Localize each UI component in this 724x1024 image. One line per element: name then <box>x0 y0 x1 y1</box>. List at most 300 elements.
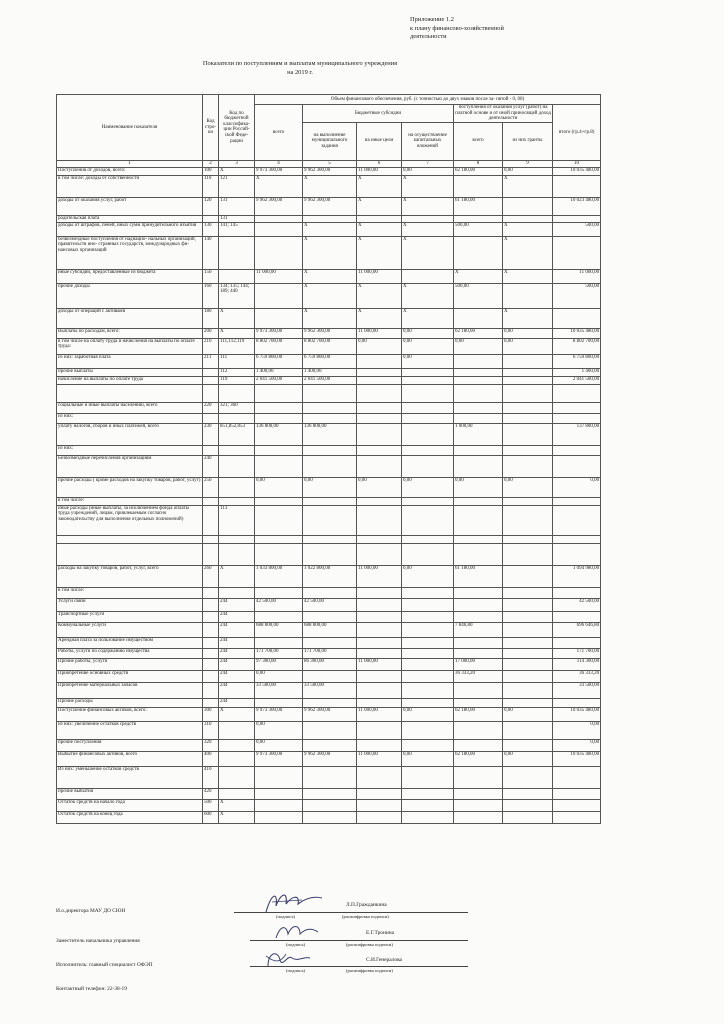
row-grants <box>503 423 553 445</box>
row-grants: 0,00 <box>503 167 553 175</box>
row-code <box>203 648 219 658</box>
director-role: И.о.директора МАУ ДО СЮН <box>56 908 126 914</box>
header-itogo: итого (гр.4+гр.8) <box>553 105 601 161</box>
table-row <box>57 368 601 376</box>
row-capital <box>402 413 454 423</box>
row-total: 171 700,00 <box>255 648 303 658</box>
row-total <box>255 308 303 328</box>
financial-table <box>56 94 601 824</box>
row-classification: 244 <box>219 682 255 698</box>
row-total: 9 962 300,00 <box>255 197 303 215</box>
row-municipal: 86 300,00 <box>303 658 357 670</box>
table-row <box>57 622 601 637</box>
row-paid: 1 000,00 <box>454 423 503 445</box>
table-body <box>57 167 601 823</box>
row-paid <box>454 799 503 811</box>
row-name: в том числе на оплату труда и начисления на выплаты по оплате труда: <box>57 338 203 354</box>
row-other <box>357 384 402 402</box>
row-total: 0,00 <box>255 739 303 751</box>
row-municipal: X <box>303 175 357 197</box>
row-municipal: X <box>303 236 357 269</box>
row-paid: 62 180,00 <box>454 707 503 721</box>
deputy-sign-caption: (подпись) <box>286 942 306 947</box>
row-other <box>357 413 402 423</box>
table-row <box>57 328 601 338</box>
row-code <box>203 368 219 376</box>
row-classification <box>219 413 255 423</box>
column-number: 7 <box>402 160 454 167</box>
row-name: прочие расходы ( кроме расходов на закупку товаров, работ, услуг) <box>57 477 203 497</box>
row-municipal: 1 022 800,00 <box>303 565 357 587</box>
row-municipal <box>303 215 357 222</box>
row-total <box>255 637 303 648</box>
row-grants <box>503 799 553 811</box>
row-classification: X <box>219 308 255 328</box>
row-other <box>357 598 402 611</box>
table-row <box>57 197 601 215</box>
row-other <box>357 445 402 455</box>
row-capital <box>402 648 454 658</box>
row-grants <box>503 283 553 308</box>
row-name: уплату налогов, сборов и иных платежей, всего <box>57 423 203 445</box>
row-grants: 0,00 <box>503 338 553 354</box>
row-itogo: 114 300,00 <box>553 658 601 670</box>
row-other: X <box>357 175 402 197</box>
row-grants: 0,00 <box>503 751 553 766</box>
appendix-line-2: к плану финансово-хозяйственной <box>410 24 504 32</box>
row-grants <box>503 637 553 648</box>
table-header <box>57 95 601 168</box>
row-capital: X <box>402 197 454 215</box>
row-total <box>255 799 303 811</box>
row-total: 0,00 <box>255 477 303 497</box>
row-grants <box>503 384 553 402</box>
table-row <box>57 445 601 455</box>
row-itogo <box>553 637 601 648</box>
row-capital: 0,00 <box>402 565 454 587</box>
row-itogo: 10 035 480,00 <box>553 167 601 175</box>
row-paid: 0,00 <box>454 338 503 354</box>
row-name: Безвозмездные перечисления организациям <box>57 455 203 477</box>
table-row <box>57 215 601 222</box>
title-line-1: Показатели по поступлениям и выплатам муниципального учреждения <box>202 60 398 67</box>
row-other <box>357 788 402 799</box>
column-numbers-row <box>57 160 601 167</box>
row-code: 250 <box>203 477 219 497</box>
row-total: 2 041 500,00 <box>255 376 303 384</box>
row-classification: 244 <box>219 598 255 611</box>
row-grants <box>503 648 553 658</box>
row-other <box>357 670 402 682</box>
table-row <box>57 707 601 721</box>
row-classification <box>219 543 255 565</box>
row-total <box>255 413 303 423</box>
executor-decode-caption: (расшифровка подписи) <box>346 968 393 973</box>
director-decode-caption: (расшифровка подписи) <box>342 914 389 919</box>
row-classification: 141; 145 <box>219 222 255 236</box>
row-paid <box>454 413 503 423</box>
director-name: Л.П.Гражданкина <box>346 902 387 908</box>
row-grants: X <box>503 175 553 197</box>
row-other: X <box>357 222 402 236</box>
row-code: 200 <box>203 328 219 338</box>
row-paid <box>454 215 503 222</box>
row-code: 180 <box>203 308 219 328</box>
table-row <box>57 283 601 308</box>
row-other <box>357 682 402 698</box>
row-grants: X <box>503 236 553 269</box>
row-municipal: 9 962 300,00 <box>303 167 357 175</box>
row-paid: 7 846,80 <box>454 622 503 637</box>
row-paid <box>454 402 503 413</box>
row-grants <box>503 739 553 751</box>
row-capital: X <box>402 222 454 236</box>
row-paid <box>454 455 503 477</box>
row-classification <box>219 721 255 739</box>
table-row <box>57 376 601 384</box>
row-other <box>357 799 402 811</box>
deputy-name: Е.Г.Тронина <box>366 930 395 936</box>
row-code <box>203 215 219 222</box>
appendix-line-1: Приложение 1.2 <box>410 16 454 23</box>
appendix-note <box>410 16 504 42</box>
row-paid <box>454 637 503 648</box>
row-itogo <box>553 505 601 535</box>
title-line-2: на 2019 г. <box>287 68 313 76</box>
row-paid <box>454 175 503 197</box>
row-name: в том числе: <box>57 587 203 598</box>
row-code: 260 <box>203 565 219 587</box>
row-capital <box>402 670 454 682</box>
row-itogo <box>553 215 601 222</box>
row-itogo: 1 400,00 <box>553 368 601 376</box>
row-capital <box>402 497 454 505</box>
row-grants <box>503 535 553 543</box>
row-itogo: 10 035 480,00 <box>553 751 601 766</box>
row-municipal <box>303 455 357 477</box>
row-capital <box>402 788 454 799</box>
row-name: из них: увеличение остатков средств <box>57 721 203 739</box>
row-capital <box>402 598 454 611</box>
table-row <box>57 751 601 766</box>
row-code: 230 <box>203 423 219 445</box>
row-name: Выбытие финансовых активов, всего <box>57 751 203 766</box>
row-municipal <box>303 587 357 598</box>
row-code <box>203 376 219 384</box>
table-row <box>57 167 601 175</box>
row-municipal: 136 800,00 <box>303 423 357 445</box>
row-capital: 0,00 <box>402 354 454 368</box>
row-name: Работы, услуги по содержанию имущества <box>57 648 203 658</box>
row-paid <box>454 598 503 611</box>
row-code <box>203 698 219 707</box>
row-itogo: 2 041 500,00 <box>553 376 601 384</box>
table-row <box>57 175 601 197</box>
table-row <box>57 637 601 648</box>
row-classification: X <box>219 707 255 721</box>
row-other <box>357 376 402 384</box>
row-other: 11 000,00 <box>357 167 402 175</box>
row-municipal: X <box>303 308 357 328</box>
row-itogo <box>553 402 601 413</box>
row-paid <box>454 376 503 384</box>
row-other <box>357 497 402 505</box>
row-other <box>357 587 402 598</box>
row-other <box>357 721 402 739</box>
row-capital <box>402 384 454 402</box>
row-total <box>255 222 303 236</box>
row-classification <box>219 788 255 799</box>
row-capital <box>402 455 454 477</box>
row-municipal: 171 700,00 <box>303 648 357 658</box>
row-itogo <box>553 497 601 505</box>
row-grants <box>503 587 553 598</box>
row-capital: 0,00 <box>402 477 454 497</box>
row-paid <box>454 698 503 707</box>
row-paid <box>454 445 503 455</box>
row-itogo <box>553 384 601 402</box>
row-grants <box>503 505 553 535</box>
row-name: Транспортные услуги <box>57 611 203 622</box>
row-capital <box>402 622 454 637</box>
table-row <box>57 354 601 368</box>
row-itogo <box>553 799 601 811</box>
row-name: прочие доходы <box>57 283 203 308</box>
row-code <box>203 637 219 648</box>
row-itogo: 0,00 <box>553 477 601 497</box>
row-itogo <box>553 611 601 622</box>
row-other: 11 000,00 <box>357 269 402 283</box>
row-name: Выплаты по расходам, всего: <box>57 328 203 338</box>
row-capital <box>402 368 454 376</box>
row-name: Услуги связи <box>57 598 203 611</box>
executor-role: Исполнитель: главный специалист ОФЭП <box>56 962 153 968</box>
row-capital: X <box>402 308 454 328</box>
column-number: 2 <box>203 160 219 167</box>
row-other: X <box>357 197 402 215</box>
row-grants <box>503 543 553 565</box>
row-itogo <box>553 788 601 799</box>
row-paid <box>454 236 503 269</box>
row-name <box>57 384 203 402</box>
row-code: 160 <box>203 283 219 308</box>
executor-name: С.И.Генералова <box>366 957 402 963</box>
table-row <box>57 423 601 445</box>
row-classification: 111 <box>219 354 255 368</box>
document-title <box>170 60 430 77</box>
row-capital <box>402 766 454 788</box>
row-other <box>357 505 402 535</box>
row-grants <box>503 682 553 698</box>
row-capital: 0,00 <box>402 751 454 766</box>
row-other: 0,00 <box>357 477 402 497</box>
table-row <box>57 682 601 698</box>
row-total: 9 973 300,00 <box>255 167 303 175</box>
table-row <box>57 543 601 565</box>
row-itogo <box>553 535 601 543</box>
row-itogo: 10 023 480,00 <box>553 197 601 215</box>
table-row <box>57 611 601 622</box>
row-total: 1 033 800,00 <box>255 565 303 587</box>
row-code: 220 <box>203 402 219 413</box>
row-code: 210 <box>203 338 219 354</box>
row-total <box>255 402 303 413</box>
header-classification: Код по бюджетной классифика-ции Россий-ской Феде-рации <box>219 95 255 161</box>
row-other <box>357 368 402 376</box>
row-itogo <box>553 445 601 455</box>
table-row <box>57 766 601 788</box>
header-total: всего <box>255 105 303 161</box>
row-total: 33 500,00 <box>255 682 303 698</box>
row-classification: X <box>219 799 255 811</box>
row-paid <box>454 587 503 598</box>
row-paid: X <box>454 269 503 283</box>
table-row <box>57 565 601 587</box>
row-name: Остаток средств на начало года <box>57 799 203 811</box>
table-row <box>57 658 601 670</box>
row-code: 300 <box>203 707 219 721</box>
row-code: 110 <box>203 175 219 197</box>
row-total <box>255 611 303 622</box>
row-name: доходы от операций с активами <box>57 308 203 328</box>
row-classification <box>219 384 255 402</box>
row-code <box>203 543 219 565</box>
row-total: 8 802 700,00 <box>255 338 303 354</box>
row-code <box>203 445 219 455</box>
row-grants: 0,00 <box>503 328 553 338</box>
row-total: 11 000,00 <box>255 269 303 283</box>
row-paid <box>454 384 503 402</box>
row-total <box>255 811 303 823</box>
row-paid <box>454 788 503 799</box>
row-code <box>203 413 219 423</box>
row-itogo: 137 800,00 <box>553 423 601 445</box>
row-code <box>203 658 219 670</box>
row-grants <box>503 698 553 707</box>
row-name: Прочие расходы <box>57 698 203 707</box>
deputy-decode-caption: (расшифровка подписи) <box>346 942 393 947</box>
row-classification: 112 <box>219 368 255 376</box>
table-row <box>57 402 601 413</box>
row-itogo: 500,00 <box>553 222 601 236</box>
row-classification: X <box>219 167 255 175</box>
row-municipal <box>303 788 357 799</box>
column-number: 1 <box>57 160 203 167</box>
row-code <box>203 505 219 535</box>
executor-sign-caption: (подпись) <box>286 968 306 973</box>
row-total <box>255 384 303 402</box>
row-other <box>357 354 402 368</box>
row-grants <box>503 445 553 455</box>
row-paid <box>454 739 503 751</box>
row-classification: 111,112,119 <box>219 338 255 354</box>
row-other <box>357 622 402 637</box>
row-municipal <box>303 739 357 751</box>
table-row <box>57 799 601 811</box>
row-municipal <box>303 543 357 565</box>
row-municipal: 2 041 500,00 <box>303 376 357 384</box>
row-total <box>255 283 303 308</box>
row-classification <box>219 236 255 269</box>
row-name: в том числе: <box>57 497 203 505</box>
row-capital <box>402 811 454 823</box>
row-capital <box>402 269 454 283</box>
row-municipal: X <box>303 222 357 236</box>
table-row <box>57 505 601 535</box>
row-classification <box>219 269 255 283</box>
row-other <box>357 423 402 445</box>
row-municipal: 6 759 800,00 <box>303 354 357 368</box>
column-number: 3 <box>219 160 255 167</box>
row-municipal <box>303 637 357 648</box>
row-classification <box>219 445 255 455</box>
table-row <box>57 788 601 799</box>
table-row <box>57 455 601 477</box>
row-code: 150 <box>203 269 219 283</box>
row-grants: X <box>503 269 553 283</box>
row-name: Поступление финансовых активов, всего: <box>57 707 203 721</box>
row-name <box>57 535 203 543</box>
row-classification <box>219 587 255 598</box>
row-grants <box>503 811 553 823</box>
row-itogo: 500,00 <box>553 283 601 308</box>
table-row <box>57 587 601 598</box>
table-row <box>57 308 601 328</box>
row-code: 400 <box>203 751 219 766</box>
table-row <box>57 598 601 611</box>
row-paid: 62 180,00 <box>454 328 503 338</box>
row-capital: 0,00 <box>402 167 454 175</box>
row-code: 130 <box>203 222 219 236</box>
row-capital <box>402 739 454 751</box>
row-name: прочие выбытия <box>57 788 203 799</box>
director-signature <box>262 888 326 918</box>
row-name: Приобретение материальных запасов <box>57 682 203 698</box>
row-itogo <box>553 413 601 423</box>
row-municipal <box>303 384 357 402</box>
row-total: 97 300,00 <box>255 658 303 670</box>
row-classification: 244 <box>219 670 255 682</box>
row-classification: 244 <box>219 698 255 707</box>
row-grants: 0,00 <box>503 477 553 497</box>
row-municipal <box>303 799 357 811</box>
row-other <box>357 698 402 707</box>
row-paid: 17 000,00 <box>454 658 503 670</box>
row-grants <box>503 413 553 423</box>
row-itogo: 0,00 <box>553 721 601 739</box>
table-row <box>57 670 601 682</box>
row-name: Прочие работы, услуги <box>57 658 203 670</box>
row-municipal <box>303 811 357 823</box>
row-other <box>357 637 402 648</box>
row-code <box>203 384 219 402</box>
table-row <box>57 739 601 751</box>
row-municipal <box>303 445 357 455</box>
row-classification: X <box>219 565 255 587</box>
row-capital <box>402 505 454 535</box>
header-sub-municipal: на выполнение муниципального задания <box>303 122 357 160</box>
row-other: 11 000,00 <box>357 707 402 721</box>
row-itogo: 11 000,00 <box>553 269 601 283</box>
row-name: иные субсидии, предоставленные из бюджета <box>57 269 203 283</box>
row-classification <box>219 535 255 543</box>
header-paid: поступления от оказания услуг (работ) на платной основе и от иной приносящей доход деятельности <box>455 105 551 122</box>
row-classification <box>219 739 255 751</box>
row-other <box>357 402 402 413</box>
row-paid <box>454 611 503 622</box>
row-total: 688 800,00 <box>255 622 303 637</box>
row-itogo: 8 802 700,00 <box>553 338 601 354</box>
